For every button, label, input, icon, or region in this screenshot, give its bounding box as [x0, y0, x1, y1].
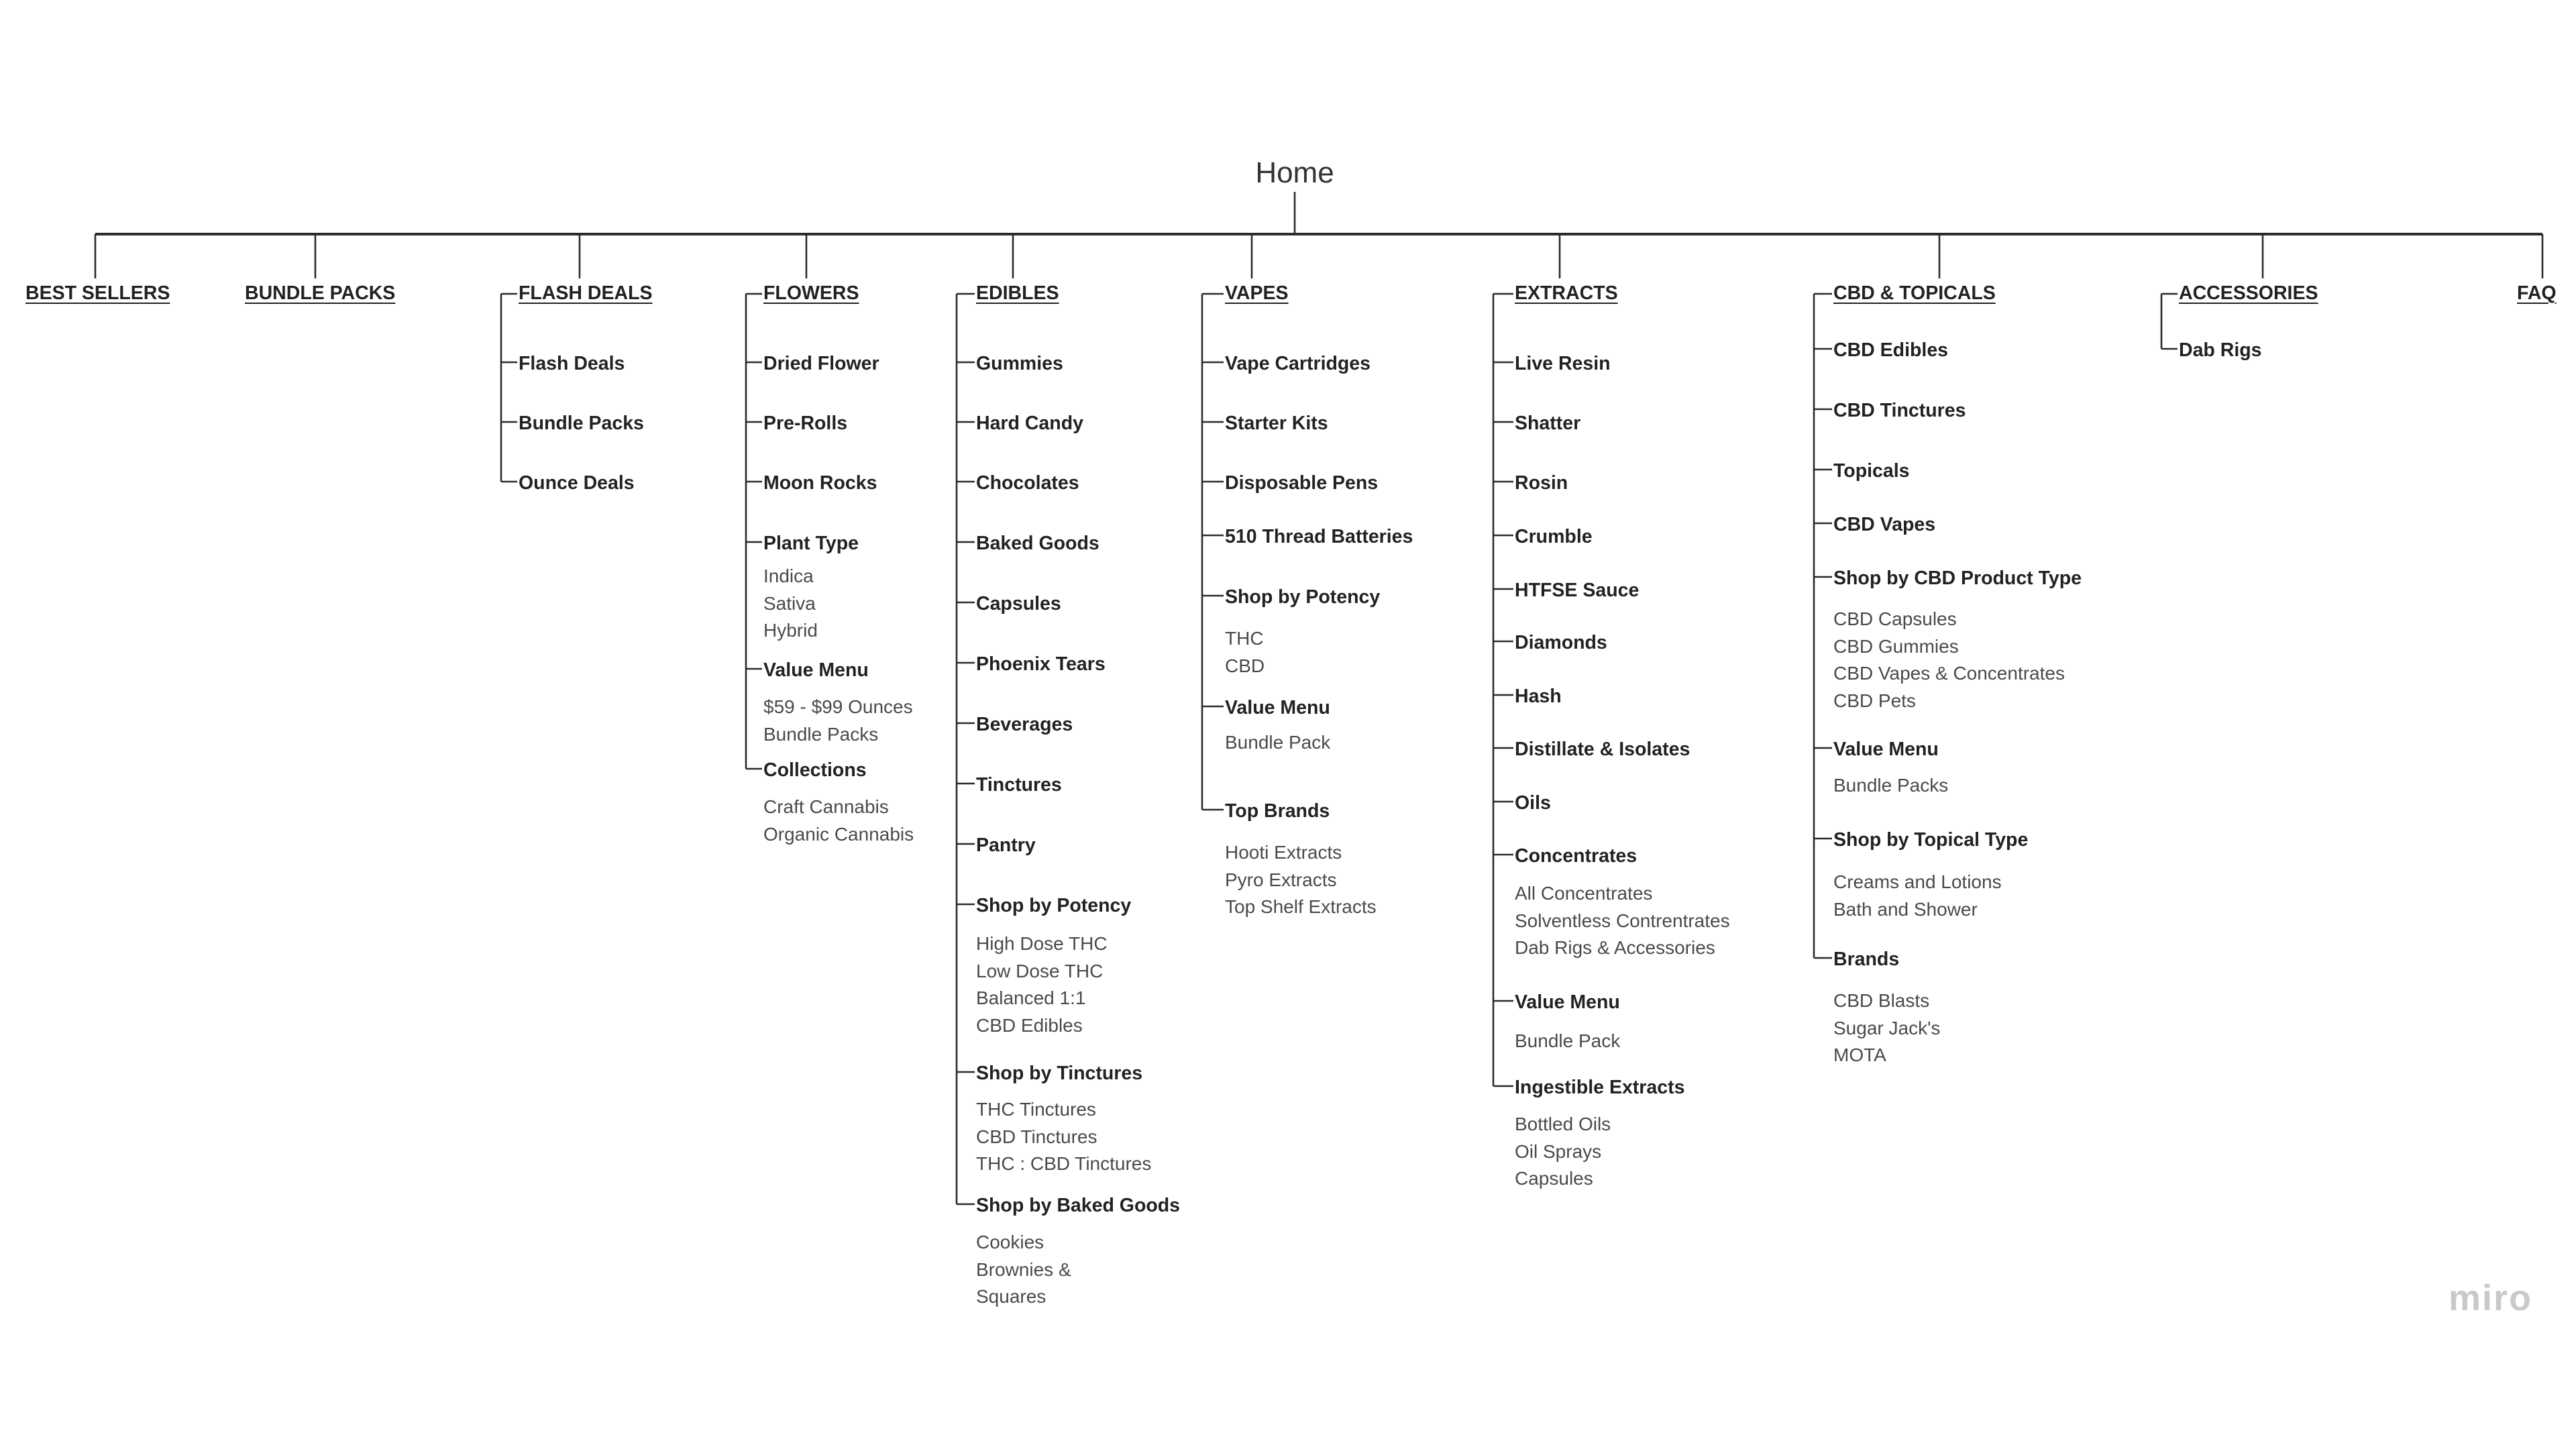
item-edibles-hard-candy: Hard Candy	[976, 413, 1083, 434]
item-extracts-shatter: Shatter	[1515, 413, 1581, 434]
category-flash-deals: FLASH DEALS	[519, 282, 653, 304]
item-vapes-vape-cartridges: Vape Cartridges	[1225, 353, 1371, 374]
subitem-flowers-hybrid: Hybrid	[763, 620, 818, 641]
subitem-vapes-top-shelf-extracts: Top Shelf Extracts	[1225, 896, 1377, 917]
category-vapes: VAPES	[1225, 282, 1289, 304]
item-extracts-value-menu: Value Menu	[1515, 991, 1620, 1013]
subitem-edibles-thc-tinctures: THC Tinctures	[976, 1099, 1096, 1120]
item-edibles-chocolates: Chocolates	[976, 472, 1079, 494]
subitem-cbd-topicals-cbd-gummies: CBD Gummies	[1833, 635, 1959, 657]
subitem-cbd-topicals-bundle-packs: Bundle Packs	[1833, 775, 1949, 796]
subitem-extracts-bundle-pack: Bundle Pack	[1515, 1030, 1621, 1051]
item-extracts-rosin: Rosin	[1515, 472, 1568, 494]
subitem-flowers-craft-cannabis: Craft Cannabis	[763, 796, 889, 817]
item-cbd-topicals-brands: Brands	[1833, 949, 1900, 970]
item-edibles-pantry: Pantry	[976, 835, 1036, 856]
item-cbd-topicals-shop-by-cbd-product-type: Shop by CBD Product Type	[1833, 568, 2082, 589]
item-accessories-dab-rigs: Dab Rigs	[2179, 339, 2262, 361]
subitem-vapes-pyro-extracts: Pyro Extracts	[1225, 869, 1337, 890]
subitem-edibles-cbd-edibles: CBD Edibles	[976, 1014, 1083, 1036]
subitem-cbd-topicals-creams-and-lotions: Creams and Lotions	[1833, 871, 2002, 892]
item-cbd-topicals-cbd-edibles: CBD Edibles	[1833, 339, 1949, 361]
subitem-cbd-topicals-bath-and-shower: Bath and Shower	[1833, 898, 1978, 920]
item-extracts-crumble: Crumble	[1515, 526, 1593, 547]
subitem-cbd-topicals-cbd-pets: CBD Pets	[1833, 690, 1916, 711]
item-extracts-distillate-isolates: Distillate & Isolates	[1515, 739, 1690, 760]
category-edibles: EDIBLES	[976, 282, 1059, 304]
subitem-cbd-topicals-cbd-capsules: CBD Capsules	[1833, 608, 1957, 629]
item-extracts-hash: Hash	[1515, 686, 1562, 707]
item-edibles-baked-goods: Baked Goods	[976, 533, 1099, 554]
item-extracts-htfse-sauce: HTFSE Sauce	[1515, 580, 1640, 601]
item-extracts-oils: Oils	[1515, 792, 1551, 814]
item-extracts-concentrates: Concentrates	[1515, 845, 1638, 867]
item-edibles-phoenix-tears: Phoenix Tears	[976, 653, 1106, 675]
subitem-edibles-brownies: Brownies &	[976, 1258, 1071, 1280]
subitem-extracts-capsules: Capsules	[1515, 1168, 1593, 1189]
item-flash-deals-bundle-packs: Bundle Packs	[519, 413, 644, 434]
item-flowers-moon-rocks: Moon Rocks	[763, 472, 877, 494]
subitem-flowers-organic-cannabis: Organic Cannabis	[763, 823, 914, 845]
item-flash-deals-ounce-deals: Ounce Deals	[519, 472, 635, 494]
subitem-extracts-solventless-contrentrates: Solventless Contrentrates	[1515, 910, 1730, 931]
subitem-flowers-sativa: Sativa	[763, 592, 816, 614]
item-edibles-shop-by-potency: Shop by Potency	[976, 895, 1132, 916]
item-flowers-value-menu: Value Menu	[763, 659, 869, 681]
item-extracts-diamonds: Diamonds	[1515, 632, 1607, 653]
item-extracts-ingestible-extracts: Ingestible Extracts	[1515, 1077, 1685, 1098]
subitem-vapes-cbd: CBD	[1225, 655, 1265, 676]
subitem-vapes-thc: THC	[1225, 628, 1264, 649]
item-edibles-capsules: Capsules	[976, 593, 1061, 614]
subitem-edibles-low-dose-thc: Low Dose THC	[976, 960, 1104, 981]
item-cbd-topicals-topicals: Topicals	[1833, 460, 1910, 482]
subitem-vapes-hooti-extracts: Hooti Extracts	[1225, 842, 1342, 863]
subitem-flowers-bundle-packs: Bundle Packs	[763, 723, 879, 745]
item-flowers-plant-type: Plant Type	[763, 533, 859, 554]
item-vapes-value-menu: Value Menu	[1225, 697, 1330, 718]
subitem-extracts-oil-sprays: Oil Sprays	[1515, 1140, 1602, 1162]
item-cbd-topicals-cbd-tinctures: CBD Tinctures	[1833, 400, 1966, 421]
subitem-cbd-topicals-mota: MOTA	[1833, 1044, 1886, 1065]
item-flowers-collections: Collections	[763, 759, 867, 781]
item-edibles-shop-by-baked-goods: Shop by Baked Goods	[976, 1195, 1181, 1216]
item-edibles-gummies: Gummies	[976, 353, 1063, 374]
subitem-cbd-topicals-cbd-blasts: CBD Blasts	[1833, 990, 1930, 1011]
item-flowers-dried-flower: Dried Flower	[763, 353, 879, 374]
category-cbd-topicals: CBD & TOPICALS	[1833, 282, 1996, 304]
category-bundle-packs: BUNDLE PACKS	[245, 282, 396, 304]
subitem-edibles-cookies: Cookies	[976, 1232, 1044, 1252]
subitem-edibles-squares: Squares	[976, 1286, 1046, 1307]
item-vapes-top-brands: Top Brands	[1225, 800, 1330, 822]
subitem-extracts-bottled-oils: Bottled Oils	[1515, 1114, 1611, 1134]
subitem-edibles-balanced-1-1: Balanced 1:1	[976, 987, 1086, 1008]
item-vapes-shop-by-potency: Shop by Potency	[1225, 586, 1381, 608]
item-edibles-tinctures: Tinctures	[976, 774, 1062, 796]
subitem-edibles-cbd-tinctures: CBD Tinctures	[976, 1126, 1097, 1147]
root-node-home: Home	[1255, 156, 1334, 189]
subitem-cbd-topicals-sugar-jack-s: Sugar Jack's	[1833, 1017, 1941, 1038]
category-extracts: EXTRACTS	[1515, 282, 1618, 304]
subitem-flowers-indica: Indica	[763, 566, 814, 586]
subitem-extracts-all-concentrates: All Concentrates	[1515, 883, 1653, 904]
item-vapes-starter-kits: Starter Kits	[1225, 413, 1328, 434]
item-extracts-live-resin: Live Resin	[1515, 353, 1611, 374]
item-flash-deals-flash-deals: Flash Deals	[519, 353, 625, 374]
subitem-edibles-high-dose-thc: High Dose THC	[976, 933, 1108, 954]
subitem-cbd-topicals-cbd-vapes-concentrates: CBD Vapes & Concentrates	[1833, 663, 2065, 684]
item-edibles-shop-by-tinctures: Shop by Tinctures	[976, 1063, 1143, 1084]
miro-logo: miro	[2449, 1278, 2533, 1318]
category-accessories: ACCESSORIES	[2179, 282, 2318, 304]
subitem-extracts-dab-rigs-accessories: Dab Rigs & Accessories	[1515, 937, 1715, 958]
category-best-sellers: BEST SELLERS	[25, 282, 170, 304]
subitem-flowers-59-99-ounces: $59 - $99 Ounces	[763, 696, 913, 717]
item-vapes-510-thread-batteries: 510 Thread Batteries	[1225, 526, 1413, 547]
item-vapes-disposable-pens: Disposable Pens	[1225, 472, 1379, 494]
subitem-vapes-bundle-pack: Bundle Pack	[1225, 732, 1331, 753]
category-flowers: FLOWERS	[763, 282, 859, 304]
item-cbd-topicals-cbd-vapes: CBD Vapes	[1833, 514, 1936, 535]
item-edibles-beverages: Beverages	[976, 714, 1073, 735]
item-flowers-pre-rolls: Pre-Rolls	[763, 413, 848, 434]
item-cbd-topicals-shop-by-topical-type: Shop by Topical Type	[1833, 829, 2029, 851]
category-faq: FAQ	[2517, 282, 2557, 304]
item-cbd-topicals-value-menu: Value Menu	[1833, 739, 1939, 760]
subitem-edibles-thc-cbd-tinctures: THC : CBD Tinctures	[976, 1153, 1152, 1174]
